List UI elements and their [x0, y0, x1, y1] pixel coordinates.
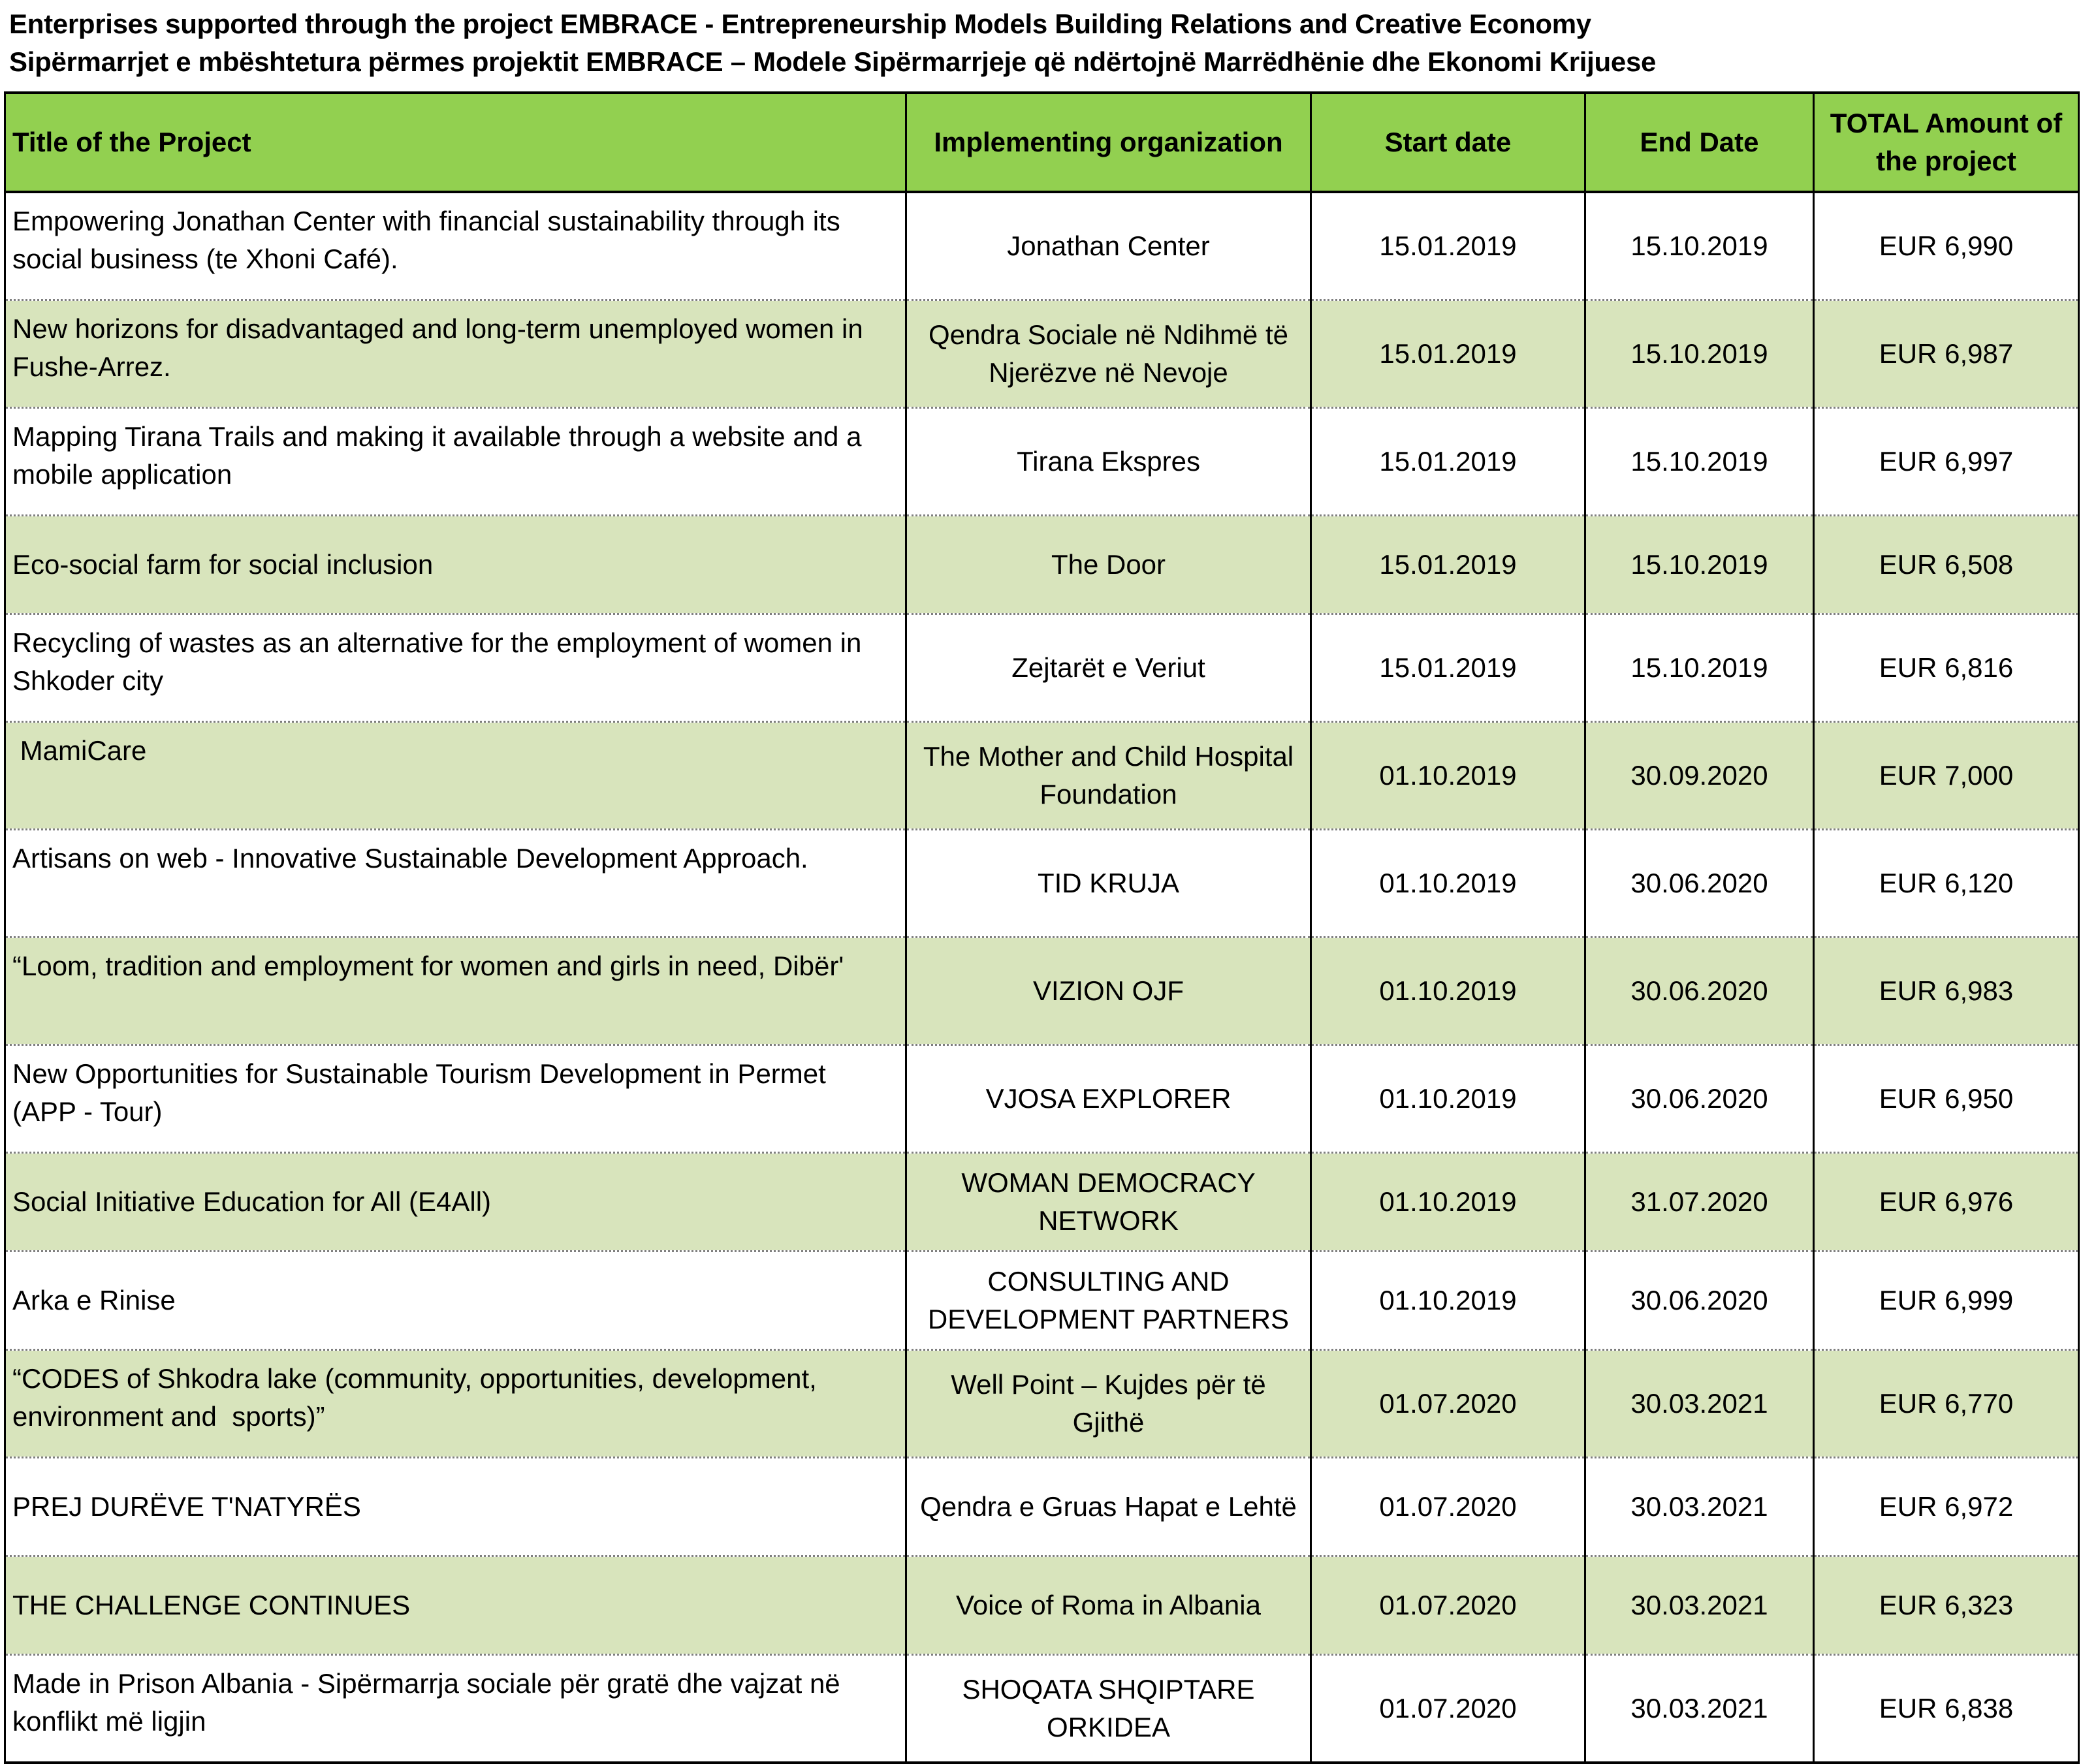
- cell-organization: Voice of Roma in Albania: [906, 1556, 1311, 1655]
- cell-start-date: 01.07.2020: [1311, 1556, 1585, 1655]
- cell-total-amount: EUR 6,120: [1814, 830, 2079, 937]
- cell-end-date: 15.10.2019: [1585, 300, 1814, 408]
- cell-start-date: 01.10.2019: [1311, 937, 1585, 1045]
- cell-end-date: 30.06.2020: [1585, 937, 1814, 1045]
- cell-total-amount: EUR 6,972: [1814, 1458, 2079, 1556]
- header-end-date: End Date: [1585, 93, 1814, 192]
- table-row: [5, 937, 2079, 1045]
- cell-organization: CONSULTING AND DEVELOPMENT PARTNERS: [906, 1252, 1311, 1350]
- cell-start-date: 01.10.2019: [1311, 1153, 1585, 1252]
- cell-total-amount: EUR 6,323: [1814, 1556, 2079, 1655]
- cell-total-amount: EUR 6,838: [1814, 1655, 2079, 1763]
- cell-start-date: 01.07.2020: [1311, 1350, 1585, 1458]
- cell-title: Mapping Tirana Trails and making it available through a website and a mobile application: [5, 408, 906, 516]
- table-row: [5, 1458, 2079, 1556]
- cell-start-date: 15.01.2019: [1311, 614, 1585, 722]
- cell-organization: Qendra e Gruas Hapat e Lehtë: [906, 1458, 1311, 1556]
- cell-organization: Qendra Sociale në Ndihmë të Njerëzve në Nevoje: [906, 300, 1311, 408]
- table-header-row: [5, 93, 2079, 192]
- cell-end-date: 30.09.2020: [1585, 722, 1814, 830]
- cell-end-date: 15.10.2019: [1585, 192, 1814, 300]
- table-row: [5, 614, 2079, 722]
- header-organization: Implementing organization: [906, 93, 1311, 192]
- cell-organization: TID KRUJA: [906, 830, 1311, 937]
- cell-title: New horizons for disadvantaged and long-term unemployed women in Fushe-Arrez.: [5, 300, 906, 408]
- table-row: [5, 408, 2079, 516]
- table-row: [5, 1556, 2079, 1655]
- heading-albanian: Sipërmarrjet e mbështetura përmes projektit EMBRACE – Modele Sipërmarrjeje që ndërtojnë Marrëdhënie dhe Ekonomi Krijuese: [9, 46, 1657, 77]
- cell-title: THE CHALLENGE CONTINUES: [5, 1556, 906, 1655]
- projects-table: [4, 91, 2080, 1764]
- cell-start-date: 15.01.2019: [1311, 408, 1585, 516]
- cell-end-date: 15.10.2019: [1585, 614, 1814, 722]
- cell-total-amount: EUR 6,770: [1814, 1350, 2079, 1458]
- cell-total-amount: EUR 6,987: [1814, 300, 2079, 408]
- cell-title: “CODES of Shkodra lake (community, opportunities, development, environment and sports)”: [5, 1350, 906, 1458]
- header-title: Title of the Project: [5, 93, 906, 192]
- table-row: [5, 1153, 2079, 1252]
- table-row: [5, 300, 2079, 408]
- cell-total-amount: EUR 6,950: [1814, 1045, 2079, 1153]
- cell-end-date: 30.03.2021: [1585, 1655, 1814, 1763]
- cell-organization: The Mother and Child Hospital Foundation: [906, 722, 1311, 830]
- cell-end-date: 30.03.2021: [1585, 1556, 1814, 1655]
- cell-end-date: 30.06.2020: [1585, 830, 1814, 937]
- cell-organization: Zejtarët e Veriut: [906, 614, 1311, 722]
- cell-end-date: 30.06.2020: [1585, 1252, 1814, 1350]
- cell-organization: Jonathan Center: [906, 192, 1311, 300]
- cell-total-amount: EUR 6,990: [1814, 192, 2079, 300]
- table-row: [5, 1350, 2079, 1458]
- cell-total-amount: EUR 6,976: [1814, 1153, 2079, 1252]
- cell-title: New Opportunities for Sustainable Tourism Development in Permet (APP - Tour): [5, 1045, 906, 1153]
- cell-start-date: 01.10.2019: [1311, 722, 1585, 830]
- cell-start-date: 15.01.2019: [1311, 300, 1585, 408]
- cell-title: Made in Prison Albania - Sipërmarrja sociale për gratë dhe vajzat në konflikt më ligjin: [5, 1655, 906, 1763]
- table-row: [5, 1045, 2079, 1153]
- cell-title: PREJ DURËVE T'NATYRËS: [5, 1458, 906, 1556]
- table-row: [5, 722, 2079, 830]
- table-row: [5, 516, 2079, 614]
- header-start-date: Start date: [1311, 93, 1585, 192]
- cell-organization: VJOSA EXPLORER: [906, 1045, 1311, 1153]
- cell-organization: VIZION OJF: [906, 937, 1311, 1045]
- document-heading: [9, 5, 2066, 81]
- cell-end-date: 30.06.2020: [1585, 1045, 1814, 1153]
- cell-end-date: 30.03.2021: [1585, 1458, 1814, 1556]
- cell-start-date: 01.10.2019: [1311, 830, 1585, 937]
- cell-organization: Well Point – Kujdes për të Gjithë: [906, 1350, 1311, 1458]
- table-row: [5, 830, 2079, 937]
- cell-total-amount: EUR 6,816: [1814, 614, 2079, 722]
- table-row: [5, 1252, 2079, 1350]
- cell-organization: Tirana Ekspres: [906, 408, 1311, 516]
- cell-total-amount: EUR 6,983: [1814, 937, 2079, 1045]
- cell-title: Empowering Jonathan Center with financial sustainability through its social business (te Xhoni Café).: [5, 192, 906, 300]
- table-row: [5, 1655, 2079, 1763]
- heading-english: Enterprises supported through the project EMBRACE - Entrepreneurship Models Building Relations and Creative Economy: [9, 8, 1591, 39]
- cell-end-date: 15.10.2019: [1585, 408, 1814, 516]
- cell-organization: WOMAN DEMOCRACY NETWORK: [906, 1153, 1311, 1252]
- cell-title: Artisans on web - Innovative Sustainable Development Approach.: [5, 830, 906, 937]
- cell-end-date: 30.03.2021: [1585, 1350, 1814, 1458]
- cell-total-amount: EUR 6,997: [1814, 408, 2079, 516]
- cell-start-date: 01.10.2019: [1311, 1045, 1585, 1153]
- cell-end-date: 31.07.2020: [1585, 1153, 1814, 1252]
- cell-start-date: 01.07.2020: [1311, 1458, 1585, 1556]
- cell-organization: The Door: [906, 516, 1311, 614]
- cell-start-date: 01.10.2019: [1311, 1252, 1585, 1350]
- cell-total-amount: EUR 6,508: [1814, 516, 2079, 614]
- cell-total-amount: EUR 7,000: [1814, 722, 2079, 830]
- cell-end-date: 15.10.2019: [1585, 516, 1814, 614]
- cell-organization: SHOQATA SHQIPTARE ORKIDEA: [906, 1655, 1311, 1763]
- cell-title: Recycling of wastes as an alternative for the employment of women in Shkoder city: [5, 614, 906, 722]
- cell-start-date: 15.01.2019: [1311, 192, 1585, 300]
- cell-title: “Loom, tradition and employment for women and girls in need, Dibër': [5, 937, 906, 1045]
- cell-title: Social Initiative Education for All (E4All): [5, 1153, 906, 1252]
- cell-start-date: 15.01.2019: [1311, 516, 1585, 614]
- table-body: [5, 192, 2079, 1763]
- table-row: [5, 192, 2079, 300]
- cell-title: Eco-social farm for social inclusion: [5, 516, 906, 614]
- header-total-amount: TOTAL Amount of the project: [1814, 93, 2079, 192]
- cell-start-date: 01.07.2020: [1311, 1655, 1585, 1763]
- cell-title: MamiCare: [5, 722, 906, 830]
- cell-total-amount: EUR 6,999: [1814, 1252, 2079, 1350]
- cell-title: Arka e Rinise: [5, 1252, 906, 1350]
